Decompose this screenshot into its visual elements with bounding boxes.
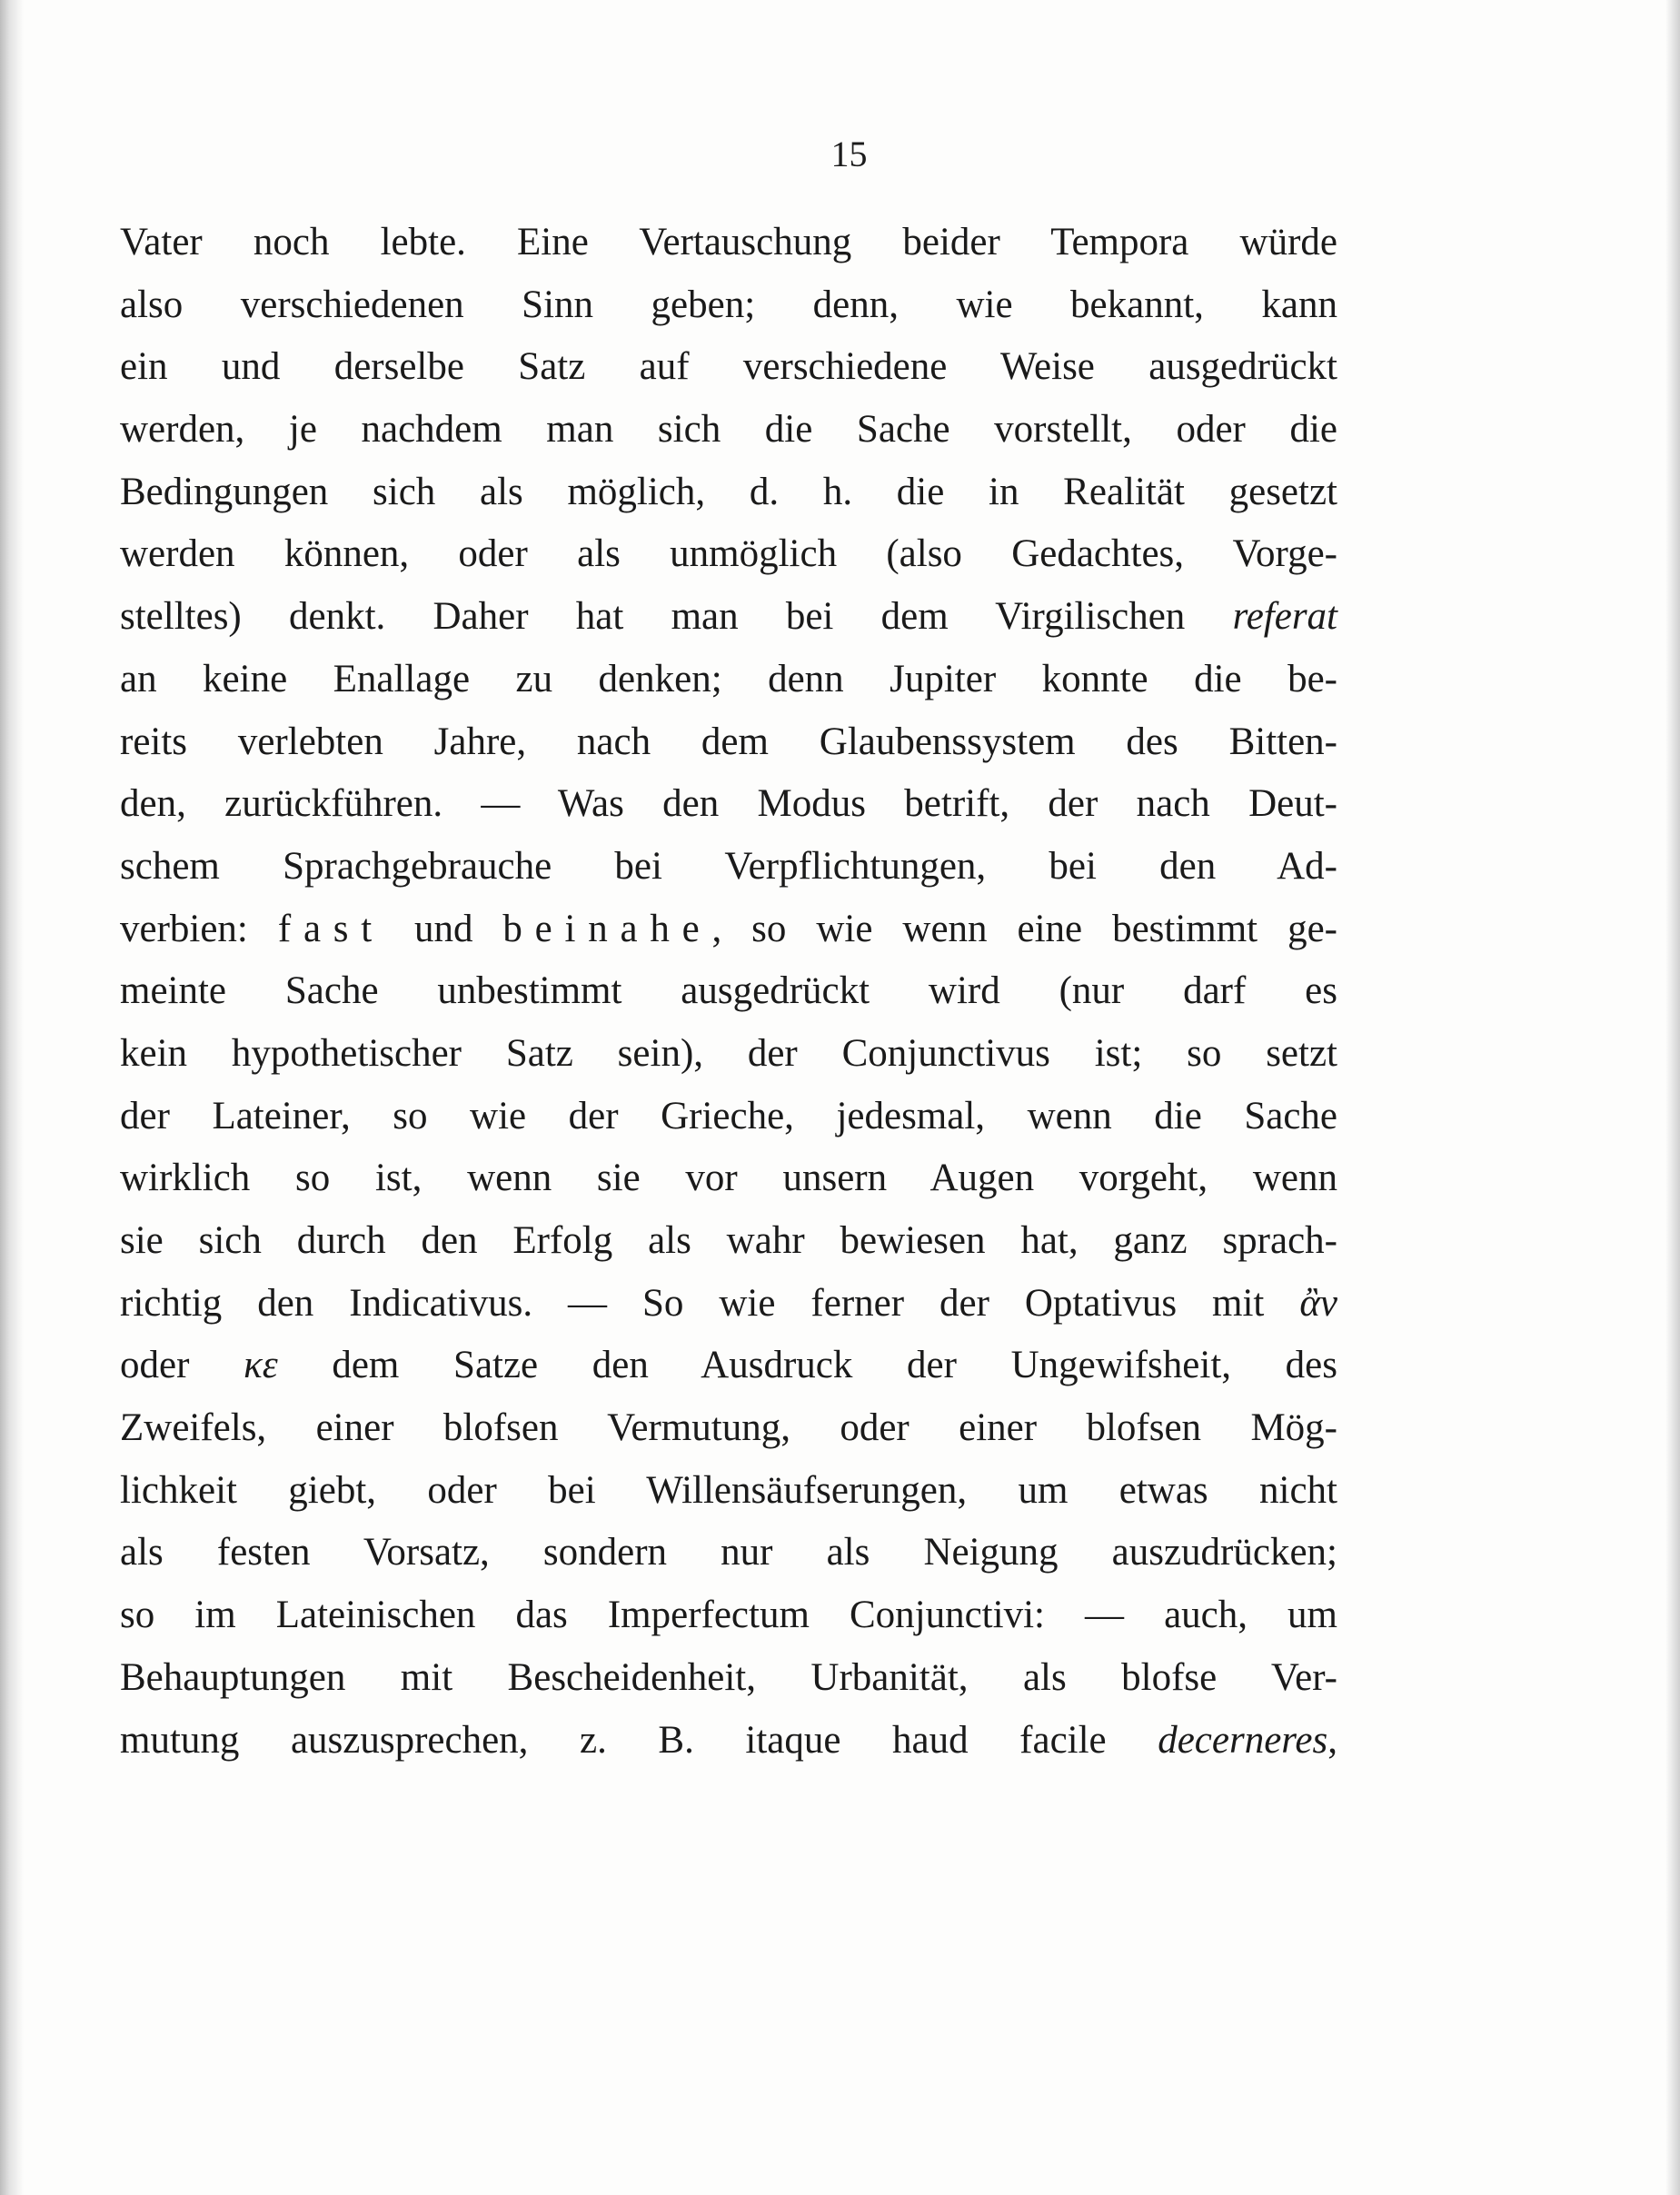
text-line-7: [120, 586, 1337, 649]
body-text: [120, 212, 1337, 1772]
text-run: ,: [1327, 1718, 1337, 1762]
text-run: , so wie wenn eine bestimmt ge-: [711, 907, 1337, 950]
text-line-22: als festen Vorsatz, sondern nur als Neigung auszudrücken;: [120, 1531, 1337, 1574]
text-line-13: meinte Sache unbestimmt ausgedrückt wird (nur darf es: [120, 969, 1337, 1013]
text-line-9: reits verlebten Jahre, nach dem Glaubenssystem des Bitten-: [120, 720, 1337, 763]
text-line-4: werden, je nachdem man sich die Sache vorstellt, oder die: [120, 408, 1337, 452]
text-line-20: Zweifels, einer blofsen Vermutung, oder einer blofsen Mög-: [120, 1406, 1337, 1450]
text-line-17: sie sich durch den Erfolg als wahr bewiesen hat, ganz sprach-: [120, 1219, 1337, 1262]
text-line-12: [120, 899, 1337, 961]
text-line-24: Behauptungen mit Bescheidenheit, Urbanität, als blofse Ver-: [120, 1655, 1337, 1699]
spaced-word: fast: [277, 907, 384, 950]
text-line-19: [120, 1335, 1337, 1397]
text-run: und: [384, 907, 503, 950]
text-line-6: werden können, oder als unmöglich (also Gedachtes, Vorge-: [120, 532, 1337, 576]
page-right-edge-shadow: [1665, 0, 1680, 2195]
text-line-1: Vater noch lebte. Eine Vertauschung beider Tempora würde: [120, 221, 1337, 263]
page-left-edge-shadow: [0, 0, 24, 2195]
text-line-15: der Lateiner, so wie der Grieche, jedesmal, wenn die Sache: [120, 1094, 1337, 1137]
text-line-23: so im Lateinischen das Imperfectum Conjunctivi: — auch, um: [120, 1594, 1337, 1637]
spaced-word: beinahe: [502, 907, 712, 950]
text-line-2: also verschiedenen Sinn geben; denn, wie bekannt, kann: [120, 283, 1337, 326]
text-line-21: lichkeit giebt, oder bei Willensäufserungen, um etwas nicht: [120, 1468, 1337, 1512]
page-number: 15: [830, 134, 868, 174]
text-run: stelltes) denkt. Daher hat man bei dem Virgilischen: [120, 595, 1233, 639]
greek-word: ἂν: [1299, 1281, 1337, 1325]
text-line-10: den, zurückführen. — Was den Modus betrift, der nach Deut-: [120, 782, 1337, 826]
text-line-14: kein hypothetischer Satz sein), der Conjunctivus ist; so setzt: [120, 1031, 1337, 1075]
text-run: oder: [120, 1344, 244, 1387]
text-run: mutung auszusprechen, z. B. itaque haud facile: [120, 1718, 1158, 1762]
text-run: verbien:: [120, 907, 278, 950]
text-line-8: an keine Enallage zu denken; denn Jupiter konnte die be-: [120, 657, 1337, 700]
text-run: dem Satze den Ausdruck der Ungewifsheit, des: [277, 1344, 1338, 1387]
italic-word: referat: [1232, 595, 1337, 639]
text-line-16: wirklich so ist, wenn sie vor unsern Augen vorgeht, wenn: [120, 1157, 1337, 1200]
text-line-5: Bedingungen sich als möglich, d. h. die in Realität gesetzt: [120, 470, 1337, 513]
text-line-18: [120, 1273, 1337, 1336]
text-line-25: [120, 1710, 1337, 1773]
italic-word: decerneres: [1158, 1718, 1328, 1762]
text-line-3: ein und derselbe Satz auf verschiedene Weise ausgedrückt: [120, 345, 1337, 389]
text-run: richtig den Indicativus. — So wie ferner der Optativus mit: [120, 1281, 1300, 1325]
text-line-11: schem Sprachgebrauche bei Verpflichtungen, bei den Ad-: [120, 844, 1337, 888]
greek-word: κε: [244, 1344, 278, 1387]
